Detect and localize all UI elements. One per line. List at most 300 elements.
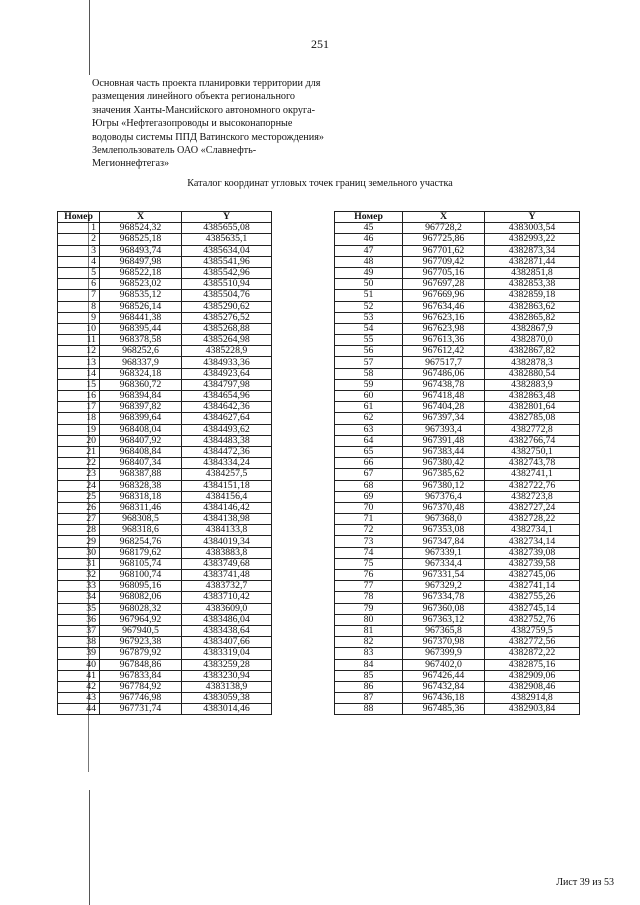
column-header-y: Y	[182, 212, 272, 223]
cell-x: 967329,2	[403, 581, 485, 592]
cell-y: 4385635,1	[182, 234, 272, 245]
cell-number: 15	[58, 379, 100, 390]
table-row	[335, 547, 580, 558]
table-row	[335, 625, 580, 636]
cell-y: 4382752,76	[485, 614, 580, 625]
cell-x: 968095,16	[100, 581, 182, 592]
cell-x: 968526,14	[100, 301, 182, 312]
cell-y: 4384627,64	[182, 413, 272, 424]
cell-y: 4384797,98	[182, 379, 272, 390]
cell-y: 4382785,08	[485, 413, 580, 424]
table-row	[335, 502, 580, 513]
cell-y: 4384334,24	[182, 458, 272, 469]
cell-number: 62	[335, 413, 403, 424]
cell-y: 4382872,22	[485, 648, 580, 659]
cell-number: 18	[58, 413, 100, 424]
cell-y: 4382759,5	[485, 625, 580, 636]
cell-number: 49	[335, 267, 403, 278]
cell-y: 4383741,48	[182, 570, 272, 581]
heading-line: Югры «Нефтегазопроводы и высоконапорные	[92, 118, 293, 130]
cell-number: 9	[58, 312, 100, 323]
cell-number: 11	[58, 335, 100, 346]
cell-y: 4384138,98	[182, 514, 272, 525]
cell-y: 4383407,66	[182, 637, 272, 648]
cell-x: 968399,64	[100, 413, 182, 424]
cell-y: 4383014,46	[182, 704, 272, 715]
cell-y: 4384642,36	[182, 402, 272, 413]
cell-number: 53	[335, 312, 403, 323]
table-row	[58, 480, 272, 491]
cell-x: 967370,48	[403, 502, 485, 513]
page-number: 251	[311, 37, 329, 51]
cell-x: 967784,92	[100, 681, 182, 692]
table-row	[335, 514, 580, 525]
table-row	[335, 435, 580, 446]
sheet-counter: Лист 39 из 53	[556, 877, 614, 888]
cell-y: 4383230,94	[182, 670, 272, 681]
cell-number: 73	[335, 536, 403, 547]
cell-x: 967731,74	[100, 704, 182, 715]
margin-line-bottom	[89, 790, 90, 905]
cell-y: 4382993,22	[485, 234, 580, 245]
cell-x: 968378,58	[100, 335, 182, 346]
cell-number: 57	[335, 357, 403, 368]
table-row	[335, 603, 580, 614]
cell-number: 77	[335, 581, 403, 592]
cell-number: 60	[335, 391, 403, 402]
heading-line: Землепользователь ОАО «Славнефть-	[92, 145, 257, 157]
table-row	[335, 648, 580, 659]
table-row	[58, 502, 272, 513]
cell-number: 30	[58, 547, 100, 558]
cell-number: 55	[335, 335, 403, 346]
cell-x: 968522,18	[100, 267, 182, 278]
table-row	[58, 491, 272, 502]
cell-number: 37	[58, 625, 100, 636]
cell-x: 967438,78	[403, 379, 485, 390]
cell-x: 968524,32	[100, 223, 182, 234]
table-row	[58, 659, 272, 670]
cell-y: 4383883,8	[182, 547, 272, 558]
cell-x: 968324,18	[100, 368, 182, 379]
table-row	[58, 603, 272, 614]
table-row	[335, 223, 580, 234]
table-row	[335, 525, 580, 536]
cell-number: 22	[58, 458, 100, 469]
table-row	[58, 614, 272, 625]
cell-x: 967701,62	[403, 245, 485, 256]
cell-y: 4384483,38	[182, 435, 272, 446]
column-header-number: Номер	[335, 212, 403, 223]
cell-number: 63	[335, 424, 403, 435]
cell-number: 35	[58, 603, 100, 614]
cell-x: 967399,9	[403, 648, 485, 659]
cell-number: 74	[335, 547, 403, 558]
cell-y: 4385290,62	[182, 301, 272, 312]
cell-y: 4382722,76	[485, 480, 580, 491]
cell-number: 52	[335, 301, 403, 312]
cell-x: 967380,12	[403, 480, 485, 491]
table-row	[58, 458, 272, 469]
cell-x: 967623,16	[403, 312, 485, 323]
cell-x: 968525,18	[100, 234, 182, 245]
table-row	[335, 469, 580, 480]
table-row	[335, 323, 580, 334]
table-row	[335, 592, 580, 603]
cell-number: 2	[58, 234, 100, 245]
table-row	[335, 614, 580, 625]
table-row	[58, 323, 272, 334]
table-row	[335, 491, 580, 502]
cell-number: 58	[335, 368, 403, 379]
cell-y: 4382750,1	[485, 446, 580, 457]
table-row	[335, 637, 580, 648]
cell-x: 967339,1	[403, 547, 485, 558]
cell-number: 69	[335, 491, 403, 502]
cell-y: 4385634,04	[182, 245, 272, 256]
cell-number: 67	[335, 469, 403, 480]
cell-y: 4382870,0	[485, 335, 580, 346]
cell-x: 968100,74	[100, 570, 182, 581]
table-row	[58, 570, 272, 581]
table-row	[58, 346, 272, 357]
table-row	[335, 346, 580, 357]
table-row	[58, 469, 272, 480]
table-row	[58, 379, 272, 390]
cell-x: 968318,18	[100, 491, 182, 502]
cell-number: 1	[58, 223, 100, 234]
cell-x: 968523,02	[100, 279, 182, 290]
cell-number: 7	[58, 290, 100, 301]
cell-number: 28	[58, 525, 100, 536]
cell-number: 42	[58, 681, 100, 692]
table-row	[58, 301, 272, 312]
cell-y: 4383732,7	[182, 581, 272, 592]
document-heading	[92, 77, 382, 171]
cell-x: 968387,88	[100, 469, 182, 480]
column-header-number: Номер	[58, 212, 100, 223]
cell-number: 71	[335, 514, 403, 525]
cell-number: 43	[58, 693, 100, 704]
cell-number: 59	[335, 379, 403, 390]
cell-x: 967368,0	[403, 514, 485, 525]
cell-y: 4385276,52	[182, 312, 272, 323]
table-row	[58, 424, 272, 435]
cell-x: 967940,5	[100, 625, 182, 636]
cell-x: 967376,4	[403, 491, 485, 502]
cell-number: 41	[58, 670, 100, 681]
cell-y: 4383259,28	[182, 659, 272, 670]
cell-number: 4	[58, 256, 100, 267]
cell-y: 4383438,64	[182, 625, 272, 636]
cell-x: 968179,62	[100, 547, 182, 558]
table-row	[58, 525, 272, 536]
table-row	[58, 681, 272, 692]
table-row	[58, 312, 272, 323]
table-row	[335, 368, 580, 379]
cell-number: 78	[335, 592, 403, 603]
cell-x: 967347,84	[403, 536, 485, 547]
cell-x: 968337,9	[100, 357, 182, 368]
cell-x: 968252,6	[100, 346, 182, 357]
cell-number: 83	[335, 648, 403, 659]
cell-y: 4383319,04	[182, 648, 272, 659]
cell-y: 4382863,48	[485, 391, 580, 402]
table-row	[58, 402, 272, 413]
cell-y: 4382851,8	[485, 267, 580, 278]
cell-y: 4382734,1	[485, 525, 580, 536]
table-row	[58, 637, 272, 648]
table-row	[335, 256, 580, 267]
cell-y: 4382766,74	[485, 435, 580, 446]
cell-y: 4382755,26	[485, 592, 580, 603]
cell-y: 4384933,36	[182, 357, 272, 368]
cell-y: 4382745,14	[485, 603, 580, 614]
cell-x: 968497,98	[100, 256, 182, 267]
cell-number: 3	[58, 245, 100, 256]
cell-y: 4382743,78	[485, 458, 580, 469]
cell-number: 31	[58, 558, 100, 569]
table-row	[335, 458, 580, 469]
cell-x: 968308,5	[100, 514, 182, 525]
cell-y: 4382871,44	[485, 256, 580, 267]
cell-x: 968328,38	[100, 480, 182, 491]
table-row	[58, 256, 272, 267]
cell-x: 967402,0	[403, 659, 485, 670]
cell-number: 88	[335, 704, 403, 715]
table-row	[335, 357, 580, 368]
cell-number: 85	[335, 670, 403, 681]
cell-y: 4382883,9	[485, 379, 580, 390]
cell-x: 967879,92	[100, 648, 182, 659]
cell-x: 968407,92	[100, 435, 182, 446]
cell-number: 8	[58, 301, 100, 312]
cell-y: 4384654,96	[182, 391, 272, 402]
cell-number: 79	[335, 603, 403, 614]
cell-x: 967517,7	[403, 357, 485, 368]
cell-y: 4385542,96	[182, 267, 272, 278]
cell-y: 4384019,34	[182, 536, 272, 547]
table-row	[58, 670, 272, 681]
cell-number: 66	[335, 458, 403, 469]
cell-y: 4382739,58	[485, 558, 580, 569]
table-row	[58, 547, 272, 558]
cell-x: 967334,4	[403, 558, 485, 569]
cell-number: 44	[58, 704, 100, 715]
cell-x: 967964,92	[100, 614, 182, 625]
cell-number: 82	[335, 637, 403, 648]
cell-x: 968360,72	[100, 379, 182, 390]
cell-x: 967923,38	[100, 637, 182, 648]
cell-x: 967331,54	[403, 570, 485, 581]
table-row	[58, 581, 272, 592]
table-row	[335, 413, 580, 424]
cell-y: 4382728,22	[485, 514, 580, 525]
heading-line: размещения линейного объекта регионального	[92, 91, 296, 103]
cell-x: 967746,98	[100, 693, 182, 704]
cell-x: 967426,44	[403, 670, 485, 681]
cell-number: 17	[58, 402, 100, 413]
cell-y: 4382878,3	[485, 357, 580, 368]
table-row	[58, 558, 272, 569]
table-row	[335, 301, 580, 312]
cell-x: 967393,4	[403, 424, 485, 435]
table-row	[335, 480, 580, 491]
cell-y: 4382741,14	[485, 581, 580, 592]
cell-y: 4385541,96	[182, 256, 272, 267]
cell-x: 968311,46	[100, 502, 182, 513]
cell-y: 4383003,54	[485, 223, 580, 234]
cell-x: 967709,42	[403, 256, 485, 267]
coordinates-table-right	[334, 211, 580, 715]
cell-y: 4382727,24	[485, 502, 580, 513]
cell-x: 968394,84	[100, 391, 182, 402]
cell-number: 12	[58, 346, 100, 357]
cell-number: 64	[335, 435, 403, 446]
table-row	[335, 234, 580, 245]
table-row	[335, 379, 580, 390]
cell-number: 47	[335, 245, 403, 256]
cell-y: 4382745,06	[485, 570, 580, 581]
cell-x: 967833,84	[100, 670, 182, 681]
cell-x: 967363,12	[403, 614, 485, 625]
cell-number: 61	[335, 402, 403, 413]
cell-y: 4382867,82	[485, 346, 580, 357]
table-header-row	[58, 212, 272, 223]
table-row	[335, 279, 580, 290]
table-row	[335, 312, 580, 323]
cell-x: 967397,34	[403, 413, 485, 424]
cell-y: 4382741,1	[485, 469, 580, 480]
cell-x: 968407,34	[100, 458, 182, 469]
cell-x: 967728,2	[403, 223, 485, 234]
table-header-row	[335, 212, 580, 223]
cell-y: 4384923,64	[182, 368, 272, 379]
table-row	[58, 267, 272, 278]
heading-line: Мегионнефтегаз»	[92, 158, 170, 170]
cell-x: 967634,46	[403, 301, 485, 312]
table-row	[58, 279, 272, 290]
column-header-x: X	[100, 212, 182, 223]
cell-x: 968441,38	[100, 312, 182, 323]
table-row	[58, 514, 272, 525]
cell-number: 19	[58, 424, 100, 435]
table-row	[335, 424, 580, 435]
cell-number: 40	[58, 659, 100, 670]
cell-y: 4385510,94	[182, 279, 272, 290]
cell-number: 24	[58, 480, 100, 491]
cell-number: 46	[335, 234, 403, 245]
cell-y: 4382772,8	[485, 424, 580, 435]
cell-y: 4382903,84	[485, 704, 580, 715]
cell-y: 4383609,0	[182, 603, 272, 614]
cell-number: 54	[335, 323, 403, 334]
cell-x: 968105,74	[100, 558, 182, 569]
table-row	[58, 335, 272, 346]
table-row	[335, 570, 580, 581]
cell-x: 967418,48	[403, 391, 485, 402]
cell-number: 16	[58, 391, 100, 402]
cell-x: 967353,08	[403, 525, 485, 536]
table-row	[335, 335, 580, 346]
cell-y: 4383710,42	[182, 592, 272, 603]
cell-x: 967391,48	[403, 435, 485, 446]
cell-y: 4382723,8	[485, 491, 580, 502]
cell-x: 968395,44	[100, 323, 182, 334]
cell-x: 967612,42	[403, 346, 485, 357]
table-row	[58, 693, 272, 704]
cell-y: 4382739,08	[485, 547, 580, 558]
cell-number: 23	[58, 469, 100, 480]
cell-y: 4382859,18	[485, 290, 580, 301]
table-row	[58, 368, 272, 379]
table-row	[335, 670, 580, 681]
cell-number: 33	[58, 581, 100, 592]
cell-y: 4382909,06	[485, 670, 580, 681]
cell-x: 967848,86	[100, 659, 182, 670]
cell-x: 967380,42	[403, 458, 485, 469]
table-row	[58, 223, 272, 234]
cell-y: 4382853,38	[485, 279, 580, 290]
cell-x: 968535,12	[100, 290, 182, 301]
table-row	[335, 245, 580, 256]
cell-number: 51	[335, 290, 403, 301]
cell-x: 968028,32	[100, 603, 182, 614]
column-header-y: Y	[485, 212, 580, 223]
table-row	[335, 704, 580, 715]
table-row	[58, 446, 272, 457]
cell-number: 45	[335, 223, 403, 234]
cell-y: 4382880,54	[485, 368, 580, 379]
cell-y: 4384257,5	[182, 469, 272, 480]
table-row	[335, 693, 580, 704]
cell-number: 26	[58, 502, 100, 513]
cell-number: 14	[58, 368, 100, 379]
cell-number: 70	[335, 502, 403, 513]
table-row	[58, 536, 272, 547]
cell-number: 68	[335, 480, 403, 491]
cell-x: 968408,84	[100, 446, 182, 457]
cell-x: 968408,04	[100, 424, 182, 435]
cell-y: 4384151,18	[182, 480, 272, 491]
table-row	[335, 681, 580, 692]
cell-number: 84	[335, 659, 403, 670]
cell-y: 4384133,8	[182, 525, 272, 536]
cell-number: 5	[58, 267, 100, 278]
cell-y: 4384493,62	[182, 424, 272, 435]
cell-number: 20	[58, 435, 100, 446]
table-row	[58, 648, 272, 659]
table-row	[335, 558, 580, 569]
cell-x: 967334,78	[403, 592, 485, 603]
table-row	[58, 357, 272, 368]
cell-number: 76	[335, 570, 403, 581]
cell-x: 968318,6	[100, 525, 182, 536]
cell-y: 4385504,76	[182, 290, 272, 301]
cell-y: 4383138,9	[182, 681, 272, 692]
cell-x: 967697,28	[403, 279, 485, 290]
cell-number: 87	[335, 693, 403, 704]
cell-number: 29	[58, 536, 100, 547]
cell-number: 56	[335, 346, 403, 357]
cell-number: 50	[335, 279, 403, 290]
table-row	[58, 245, 272, 256]
cell-y: 4385268,88	[182, 323, 272, 334]
column-header-x: X	[403, 212, 485, 223]
table-row	[58, 625, 272, 636]
table-row	[58, 234, 272, 245]
table-row	[58, 592, 272, 603]
